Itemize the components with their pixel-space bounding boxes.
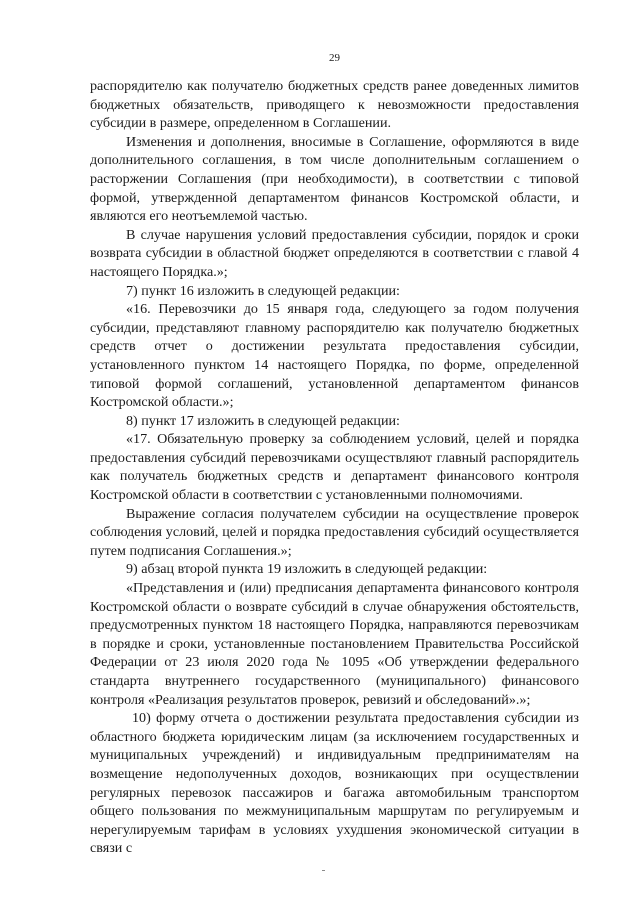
paragraph-violation: В случае нарушения условий предоставления субсидии, порядок и сроки возврата субсидии в областной бюджет определяются в соответствии с главой 4 настоящего Порядка.»;	[90, 226, 579, 280]
paragraph-item-10: 10) форму отчета о достижении результата предоставления субсидии из областного бюджета юридическим лицам (за исключением государственных и муниципальных учреждений) и индивидуальным предпринимателям на возмещение недополученных доходов, возникающих при осуществлении регулярных перевозок пассажиров и багажа автомобильным транспортом общего пользования по межмуниципальным маршрутам по регулируемым и нерегулируемым тарифам в условиях ухудшения экономической ситуации в связи с	[90, 710, 579, 857]
paragraph-amendments: Изменения и дополнения, вносимые в Соглашение, оформляются в виде дополнительного соглашения, в том числе дополнительным соглашением о расторжении Соглашения (при необходимости), в соответствии с типовой формой, утвержденной департаментом финансов Костромской области, и являются его неотъемлемой частью.	[90, 133, 579, 225]
paragraph-item-7: 7) пункт 16 изложить в следующей редакции:	[126, 282, 400, 299]
paragraph-item-8: 8) пункт 17 изложить в следующей редакции:	[126, 412, 400, 429]
paragraph-continuation: распорядителю как получателю бюджетных средств ранее доведенных лимитов бюджетных обязательств, приводящего к невозможности предоставления субсидии в размере, определенном в Соглашении.	[90, 78, 579, 132]
paragraph-clause-19: «Представления и (или) предписания департамента финансового контроля Костромской области о возврате субсидий в случае обнаружения обстоятельств, предусмотренных пунктом 18 настоящего Порядка, направляются перевозчикам в порядке и сроки, установленные постановлением Правительства Российской Федерации от 23 июля 2020 года № 1095 «Об утверждении федерального стандарта внутреннего государственного (муниципального) финансового контроля «Реализация результатов проверок, ревизий и обследований».»;	[90, 580, 579, 708]
paragraph-consent: Выражение согласия получателем субсидии на осуществление проверок соблюдения условий, целей и порядка предоставления субсидий осуществляется путем подписания Соглашения.»;	[90, 505, 579, 559]
paragraph-clause-16: «16. Перевозчики до 15 января года, следующего за годом получения субсидии, представляют главному распорядителю как получателю бюджетных средств отчет о достижении результата предоставления субсидии, установленного пунктом 14 настоящего Порядка, по форме, определенной типовой формой соглашений, установленной департаментом финансов Костромской области.»;	[90, 301, 579, 411]
scan-speck	[322, 870, 325, 871]
paragraph-item-9: 9) абзац второй пункта 19 изложить в следующей редакции:	[126, 561, 488, 578]
page-number: 29	[329, 52, 340, 64]
paragraph-clause-17: «17. Обязательную проверку за соблюдением условий, целей и порядка предоставления субсидий перевозчиками осуществляют главный распорядитель как получатель бюджетных средств и департамент финансового контроля Костромской области в соответствии с установленными полномочиями.	[90, 431, 579, 504]
